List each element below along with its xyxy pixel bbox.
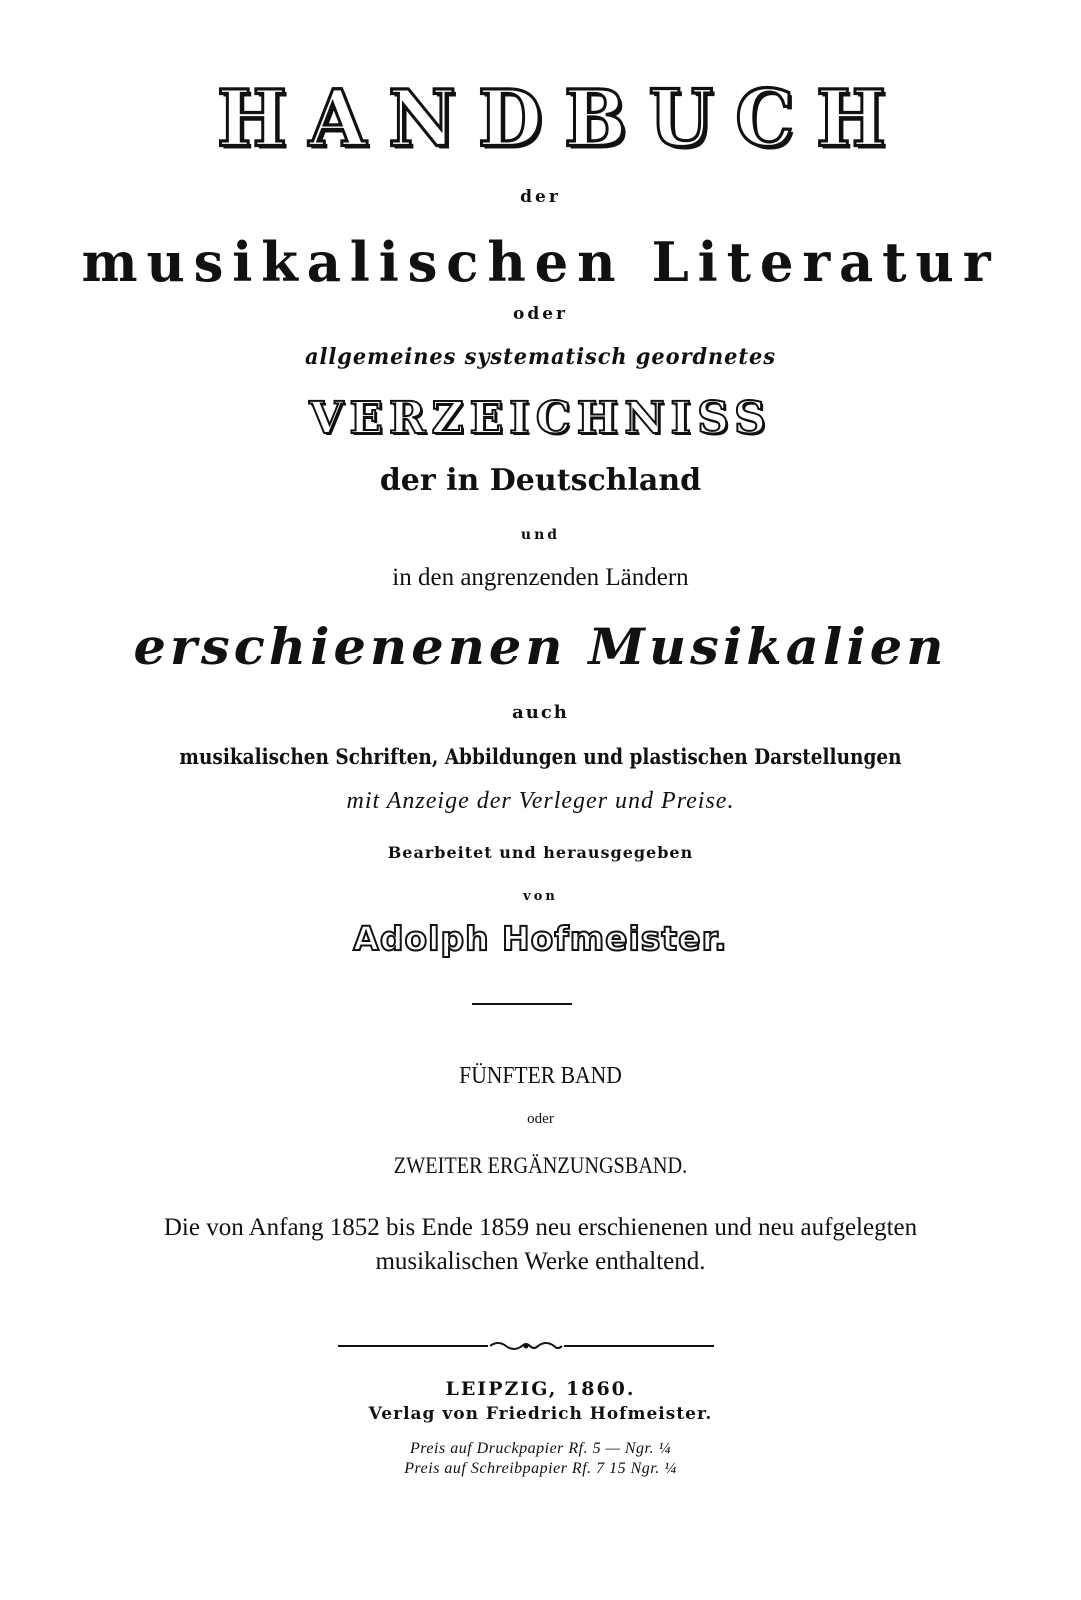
supplement-label: ZWEITER ERGÄNZUNGSBAND. [393,1153,688,1178]
main-title: HANDBUCH [216,73,909,165]
connector-und: und [520,527,561,543]
laendern-line: in den angrenzenden Ländern [392,564,689,591]
connector-oder: oder [513,304,568,324]
author-name: Adolph Hofmeister. [353,919,728,958]
price-line-2: Preis auf Schreibpapier Rf. 7 15 Ngr. ¼ [404,1460,677,1477]
connector-von: von [523,889,558,904]
volume-label: FÜNFTER BAND [459,1063,622,1089]
connector-der: der [520,187,561,207]
connector-oder-2: oder [527,1111,554,1127]
connector-auch: auch [512,702,569,723]
deutschland-line: der in Deutschland [379,463,702,498]
bearbeitet-line: Bearbeitet und herausgegeben [387,843,694,862]
description-line-1: Die von Anfang 1852 bis Ende 1859 neu erschienenen und neu aufgelegten [163,1214,918,1241]
short-divider [472,1003,572,1005]
verzeichniss-heading: VERZEICHNISS [309,393,772,444]
blackletter-line: allgemeines systematisch geordnetes [304,344,776,370]
description-line-2: musikalischen Werke enthaltend. [375,1248,706,1275]
verleger-line: mit Anzeige der Verleger und Preise. [346,788,735,814]
schriften-line: musikalischen Schriften, Abbildungen und plastischen Darstellungen [179,744,902,769]
subtitle: musikalischen Literatur [81,230,1000,294]
imprint-place: LEIPZIG, 1860. [445,1378,636,1400]
musikalien-heading: erschienenen Musikalien [133,617,948,676]
ornamental-divider [338,1339,714,1353]
price-line-1: Preis auf Druckpapier Rf. 5 — Ngr. ¼ [410,1440,671,1457]
imprint-publisher: Verlag von Friedrich Hofmeister. [368,1404,713,1424]
